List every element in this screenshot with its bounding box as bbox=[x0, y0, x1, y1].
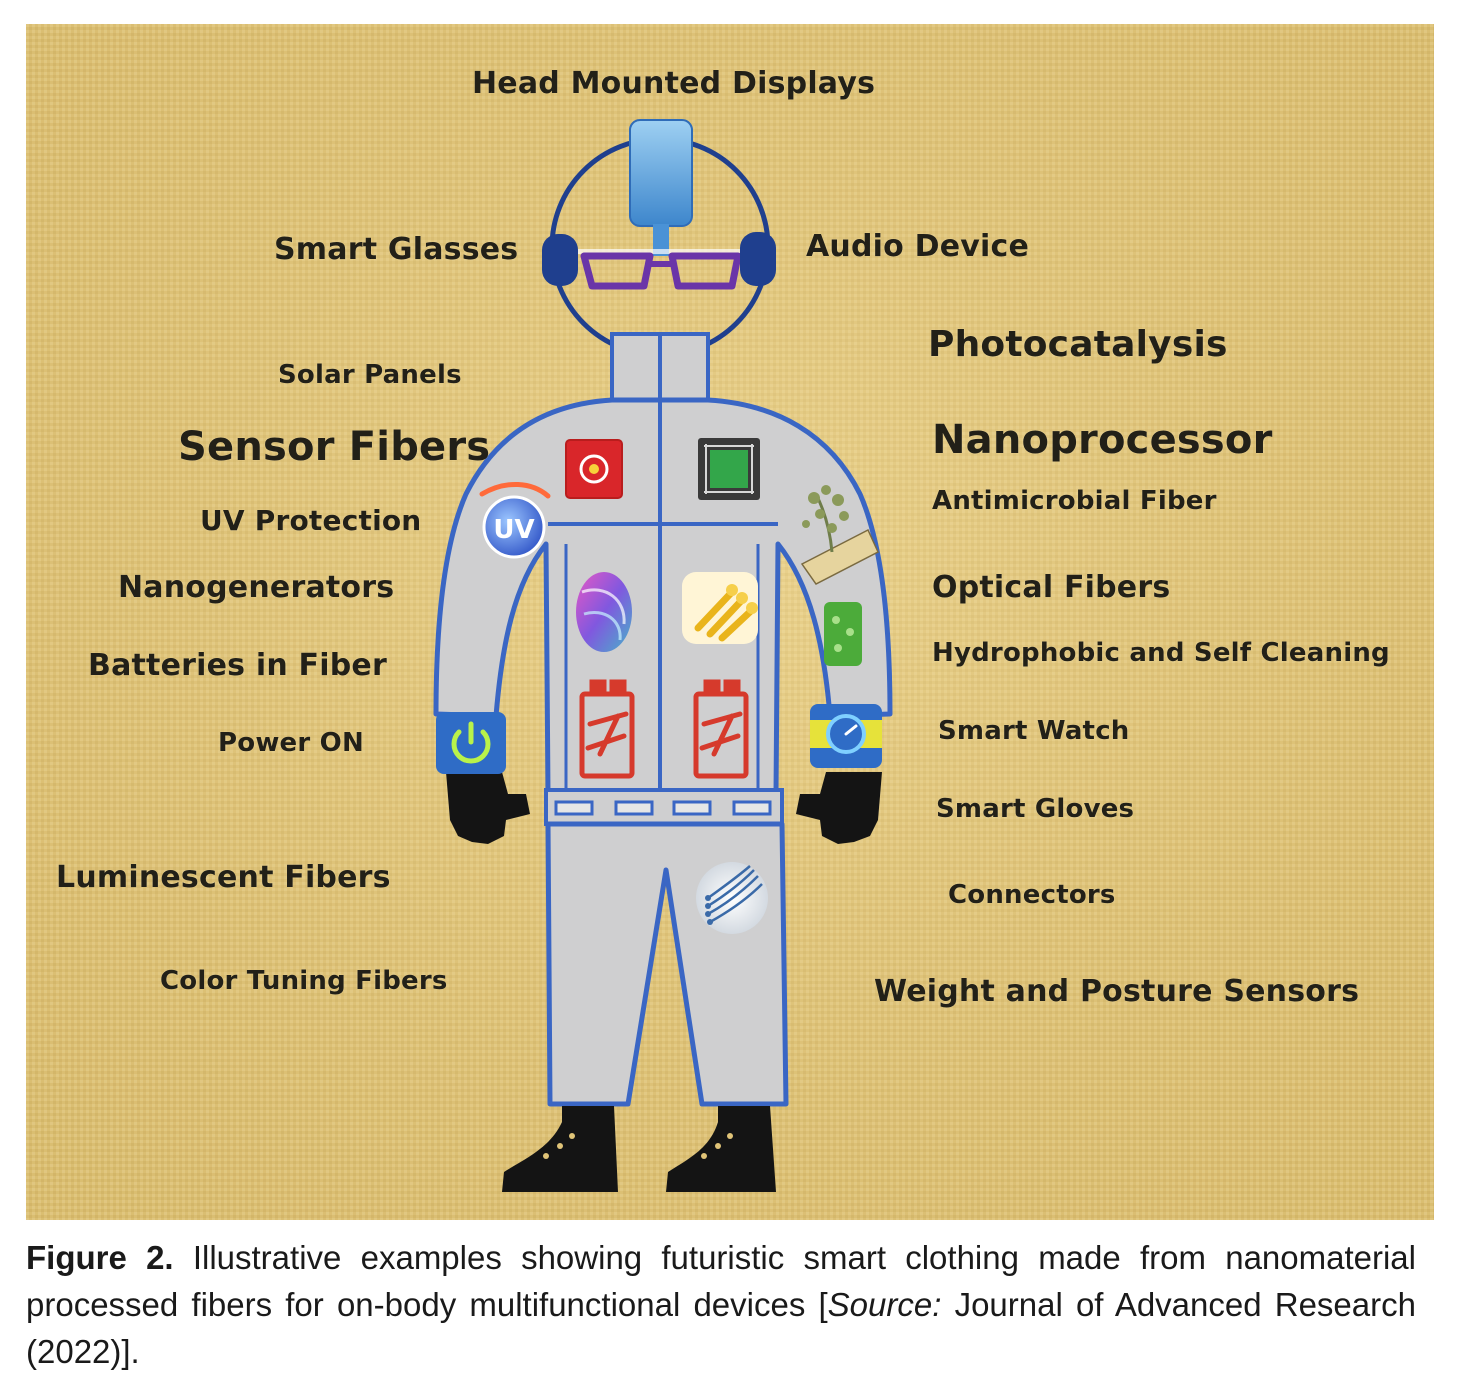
label-audio-device: Audio Device bbox=[806, 229, 1030, 264]
label-luminescent-fibers: Luminescent Fibers bbox=[56, 860, 391, 895]
label-power-on: Power ON bbox=[218, 728, 364, 758]
figure-caption bbox=[26, 1234, 1416, 1375]
label-solar-panels: Solar Panels bbox=[278, 360, 462, 390]
label-batteries-in-fiber: Batteries in Fiber bbox=[88, 648, 387, 683]
label-sensor-fibers: Sensor Fibers bbox=[178, 424, 491, 470]
label-photocatalysis: Photocatalysis bbox=[928, 324, 1228, 365]
chip-core bbox=[710, 450, 748, 488]
smart-clothing-illustration bbox=[26, 24, 1434, 1220]
caption-text: Illustrative examples showing futuristic smart clothing made from nanomaterial processed fibers for on-body multifunctional devices [ bbox=[26, 1239, 1416, 1323]
audio-device-right-icon bbox=[740, 232, 776, 286]
caption-source-text: Journal of Advanced Research (2022)]. bbox=[26, 1286, 1416, 1370]
label-weight-posture-sensors: Weight and Posture Sensors bbox=[874, 974, 1360, 1009]
label-connectors: Connectors bbox=[948, 880, 1116, 910]
sensor-dot bbox=[589, 464, 599, 474]
optical-fibers-icon bbox=[682, 572, 758, 644]
label-head-mounted-displays: Head Mounted Displays bbox=[472, 66, 876, 101]
caption-figure-label: Figure 2. bbox=[26, 1239, 174, 1276]
caption-source-label: Source: bbox=[827, 1286, 942, 1323]
label-hydrophobic-self-cleaning: Hydrophobic and Self Cleaning bbox=[932, 638, 1390, 668]
uv-badge-text: UV bbox=[493, 515, 535, 545]
label-color-tuning-fibers: Color Tuning Fibers bbox=[160, 966, 448, 996]
label-smart-watch: Smart Watch bbox=[938, 716, 1130, 746]
connectors-icon bbox=[696, 862, 768, 934]
head-mounted-display-icon bbox=[630, 120, 692, 226]
label-smart-glasses: Smart Glasses bbox=[274, 232, 519, 267]
figure bbox=[26, 24, 1434, 1220]
label-nanogenerators: Nanogenerators bbox=[118, 570, 395, 605]
label-uv-protection: UV Protection bbox=[200, 504, 422, 537]
label-nanoprocessor: Nanoprocessor bbox=[932, 417, 1273, 463]
label-smart-gloves: Smart Gloves bbox=[936, 794, 1135, 824]
label-optical-fibers: Optical Fibers bbox=[932, 570, 1171, 605]
audio-device-left-icon bbox=[542, 234, 578, 286]
hydrophobic-patch-icon bbox=[824, 602, 862, 666]
nanogenerator-swirl-icon bbox=[576, 572, 632, 652]
label-antimicrobial-fiber: Antimicrobial Fiber bbox=[932, 486, 1217, 516]
